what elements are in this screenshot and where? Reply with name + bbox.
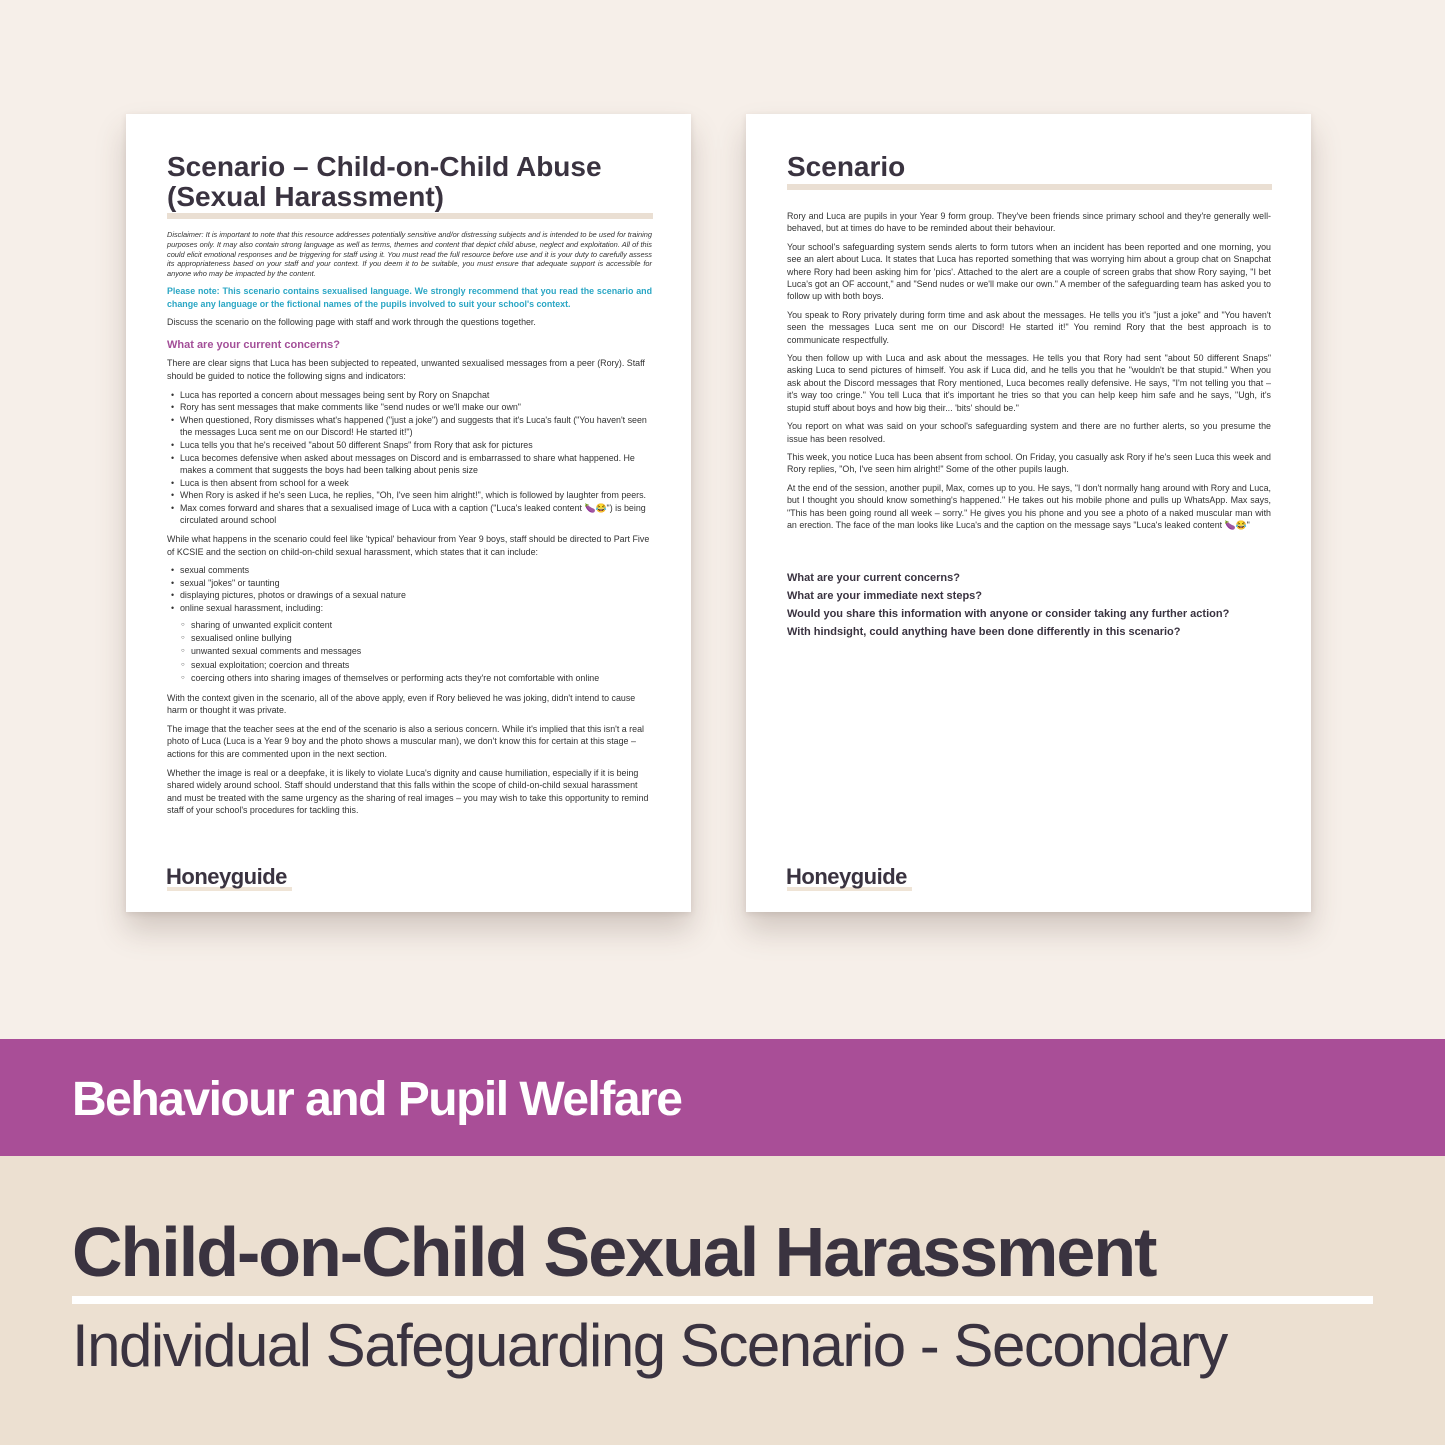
list-item: ○ sexualised online bullying bbox=[167, 632, 652, 645]
list-item: • online sexual harassment, including: bbox=[167, 602, 652, 615]
question: With hindsight, could anything have been done differently in this scenario? bbox=[787, 626, 1181, 638]
list-item: • Rory has sent messages that make comments like "send nudes or we'll make our own" bbox=[167, 401, 652, 414]
kcsie-list bbox=[167, 564, 652, 614]
list-item: • Luca becomes defensive when asked about messages on Discord and is embarrassed to share what happened. He makes a comment that suggests the boys had been talking about penis size bbox=[167, 452, 652, 477]
scenario-paragraph: Rory and Luca are pupils in your Year 9 form group. They've been friends since primary school and they're generally well-behaved, but at times do have to be reminded about their behaviour. bbox=[787, 211, 1271, 234]
scenario-paragraph: You then follow up with Luca and ask about the messages. He tells you that Rory had sent "about 50 different Snaps" asking Luca to send pictures of himself. You ask if Luca did, and he tells you that he "wouldn't be that stupid." When you ask about the Discord messages that Rory mentioned, Luca becomes really defensive. He says, "I'm not telling you that – it's way too cringe." You tell Luca that it's important he tries so that you can help keep him safe and he says, "Ugh, it's stupid stuff about boys and how big their... 'bits' should be." bbox=[787, 353, 1271, 413]
online-harassment-list bbox=[167, 619, 652, 686]
page-title: Scenario bbox=[787, 151, 906, 182]
scenario-paragraph: At the end of the session, another pupil, Max, comes up to you. He says, "I don't normally hang around with Rory and Luca, but I thought you should know something's happened." He takes out his mobile phone and pulls up WhatsApp. Max says, "This has been going round all week – sorry." He gives you his phone and you see a photo of a naked muscular man with an erection. The face of the man looks like Luca's and the caption on the message says "Luca's leaked content 🍆😂" bbox=[787, 482, 1271, 530]
concerns-heading: What are your current concerns? bbox=[167, 338, 340, 351]
honeyguide-logo: Honeyguide bbox=[166, 864, 287, 889]
context-paragraph: With the context given in the scenario, all of the above apply, even if Rory believed he was joking, didn't intend to cause harm or thought it was private. bbox=[167, 692, 636, 716]
image-paragraph: The image that the teacher sees at the end of the scenario is also a serious concern. While it's implied that this isn't a real photo of Luca (Luca is a Year 9 boy and the photo shows a muscular man), we don't know this for certain at this stage – actions for this are commented upon in the next section. bbox=[167, 723, 644, 760]
document-page-left bbox=[126, 114, 691, 912]
discussion-questions bbox=[787, 569, 1277, 641]
list-item: • displaying pictures, photos or drawings of a sexual nature bbox=[167, 589, 652, 602]
list-item: • Luca has reported a concern about messages being sent by Rory on Snapchat bbox=[167, 389, 652, 402]
scenario-paragraph: This week, you notice Luca has been absent from school. On Friday, you casually ask Rory if he's seen Luca this week and Rory replies, "Oh, I've seen him alright!" Some of the other pupils laugh. bbox=[787, 451, 1271, 475]
list-item: ○ sharing of unwanted explicit content bbox=[167, 619, 652, 632]
list-item: • When questioned, Rory dismisses what's happened ("just a joke") and suggests that it's Luca's fault ("You haven't seen the messages Luca sent me on our Discord! He started it!") bbox=[167, 414, 652, 439]
document-page-right bbox=[746, 114, 1311, 912]
list-item: • Luca tells you that he's received "about 50 different Snaps" from Rory that ask for pictures bbox=[167, 439, 652, 452]
list-item: • sexual "jokes" or taunting bbox=[167, 577, 652, 590]
question: Would you share this information with anyone or consider taking any further action? bbox=[787, 608, 1230, 620]
category-label: Behaviour and Pupil Welfare bbox=[72, 1073, 682, 1126]
title-line-1: Scenario – Child-on-Child Abuse bbox=[167, 151, 602, 182]
scenario-paragraph: You report on what was said on your school's safeguarding system and there are no further alerts, so you presume the issue has been resolved. bbox=[787, 421, 1271, 444]
honeyguide-logo: Honeyguide bbox=[786, 864, 907, 889]
scenario-body bbox=[787, 210, 1271, 537]
intro-text: Discuss the scenario on the following page with staff and work through the questions together. bbox=[167, 317, 536, 328]
title-underline bbox=[167, 213, 653, 219]
list-item: • Max comes forward and shares that a sexualised image of Luca with a caption ("Luca's leaked content 🍆😂") is being circulated around school bbox=[167, 502, 652, 527]
list-item: • Luca is then absent from school for a week bbox=[167, 477, 652, 490]
concerns-intro: There are clear signs that Luca has been subjected to repeated, unwanted sexualised messages from a peer (Rory). Staff should be guided to notice the following signs and indicators: bbox=[167, 358, 645, 381]
list-item: • When Rory is asked if he's seen Luca, he replies, "Oh, I've seen him alright!", which is followed by laughter from peers. bbox=[167, 489, 652, 502]
list-item: • sexual comments bbox=[167, 564, 652, 577]
question: What are your current concerns? bbox=[787, 572, 960, 584]
scenario-paragraph: Your school's safeguarding system sends alerts to form tutors when an incident has been reported and one morning, you see an alert about Luca. It states that Luca has reported something that was worrying him about a group chat on Snapchat where Rory had been asking him for 'pics'. Attached to the alert are a couple of screen grabs that show Rory saying, "I bet Luca's got an OF account," and "Send nudes or we'll make our own." A member of the safeguarding team has asked you to follow up with both boys. bbox=[787, 241, 1271, 302]
kcsie-intro: While what happens in the scenario could feel like 'typical' behaviour from Year 9 boys, staff should be directed to Part Five of KCSIE and the section on child-on-child sexual harassment, which states that it can include: bbox=[167, 534, 650, 557]
disclaimer-text: Disclaimer: It is important to note that this resource addresses potentially sensitive and/or distressing subjects and is intended to be used for training purposes only. It may also contain strong language as well as terms, themes and content that depict child abuse, neglect and exploitation. All of this could elicit emotional responses and be triggering for staff using it. You must read the full resource before use and it is your duty to carefully assess its appropriateness based on your staff and your context. If you deem it to be suitable, you must ensure that adequate support is accessible for anyone who may be impacted by the content. bbox=[167, 230, 652, 279]
product-title: Child-on-Child Sexual Harassment bbox=[72, 1213, 1156, 1291]
list-item: ○ sexual exploitation; coercion and threats bbox=[167, 659, 652, 672]
list-item: ○ coercing others into sharing images of themselves or performing acts they're not comfortable with online bbox=[167, 672, 652, 685]
please-note-text: Please note: This scenario contains sexualised language. We strongly recommend that you read the scenario and change any language or the fictional names of the pupils involved to suit your school's context. bbox=[167, 285, 652, 309]
title-underline bbox=[787, 184, 1272, 190]
deepfake-paragraph: Whether the image is real or a deepfake, it is likely to violate Luca's dignity and cause humiliation, especially if it is being shared widely around school. Staff should understand that this falls within the scope of child-on-child sexual harassment and must be treated with the same urgency as the sharing of real images – you may wish to take this opportunity to remind staff of your school's procedures for tackling this. bbox=[167, 767, 649, 816]
page-title bbox=[167, 152, 657, 212]
question: What are your immediate next steps? bbox=[787, 590, 982, 602]
title-line-2: (Sexual Harassment) bbox=[167, 181, 445, 212]
scenario-paragraph: You speak to Rory privately during form time and ask about the messages. He tells you it's "just a joke" and "You haven't seen the messages Luca sent me on our Discord! He started it!" You remind Rory that the best approach is to communicate respectfully. bbox=[787, 309, 1271, 345]
title-divider bbox=[72, 1296, 1373, 1304]
product-subtitle: Individual Safeguarding Scenario - Secondary bbox=[72, 1312, 1227, 1379]
page-body bbox=[167, 230, 652, 823]
list-item: ○ unwanted sexual comments and messages bbox=[167, 645, 652, 658]
signs-list bbox=[167, 389, 652, 528]
